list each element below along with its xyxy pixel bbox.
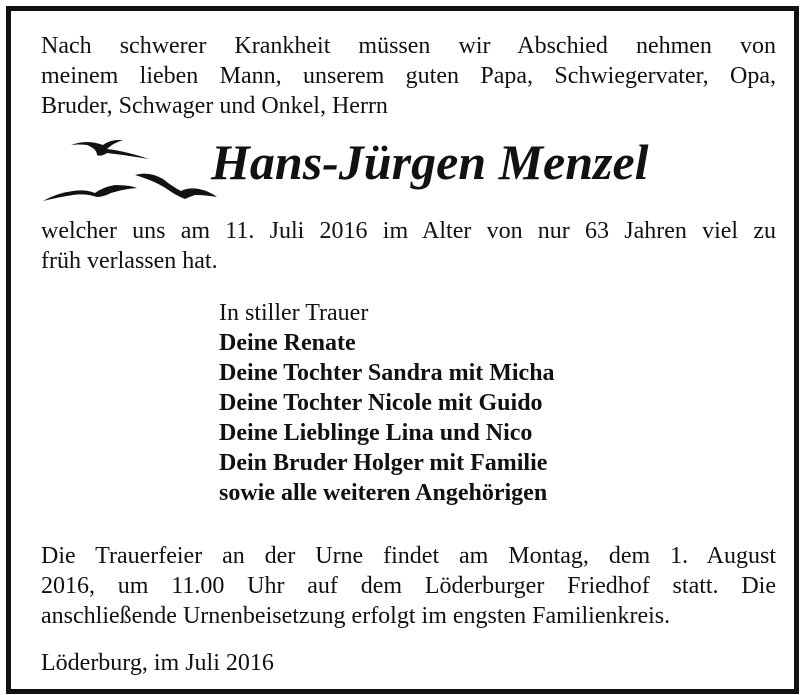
bird-bottom-left [43,185,137,201]
mourners-list [219,298,739,508]
mourner-3: Deine Tochter Nicole mit Guido [219,390,543,416]
mourners-heading: In stiller Trauer [219,300,369,326]
passing-text [41,216,776,276]
intro-text [41,31,776,121]
place-date: Löderburg, im Juli 2016 [41,650,274,676]
mourner-1: Deine Renate [219,330,356,356]
flying-birds-icon [39,133,219,213]
funeral-line-1: Die Trauerfeier an der Urne findet am Montag, dem 1. August [41,543,776,569]
passing-line-1: welcher uns am 11. Juli 2016 im Alter von nur 63 Jahren viel zu [41,218,776,244]
funeral-line-2: 2016, um 11.00 Uhr auf dem Löderburger Friedhof statt. Die [41,573,776,599]
deceased-name: Hans-Jürgen Menzel [211,134,649,190]
funeral-info [41,541,776,631]
mourner-2: Deine Tochter Sandra mit Micha [219,360,555,386]
bird-top [71,140,149,159]
obituary-notice [6,6,799,694]
bird-bottom-right [135,174,217,199]
mourner-6: sowie alle weiteren Angehörigen [219,480,548,506]
passing-line-2: früh verlassen hat. [41,248,218,274]
intro-line-2: meinem lieben Mann, unserem guten Papa, Schwiegervater, Opa, [41,63,776,89]
mourner-4: Deine Lieblinge Lina und Nico [219,420,533,446]
mourner-5: Dein Bruder Holger mit Familie [219,450,548,476]
intro-line-1: Nach schwerer Krankheit müssen wir Abschied nehmen von [41,33,776,59]
funeral-line-3: anschließende Urnenbeisetzung erfolgt im engsten Familienkreis. [41,603,671,629]
intro-line-3: Bruder, Schwager und Onkel, Herrn [41,93,388,119]
